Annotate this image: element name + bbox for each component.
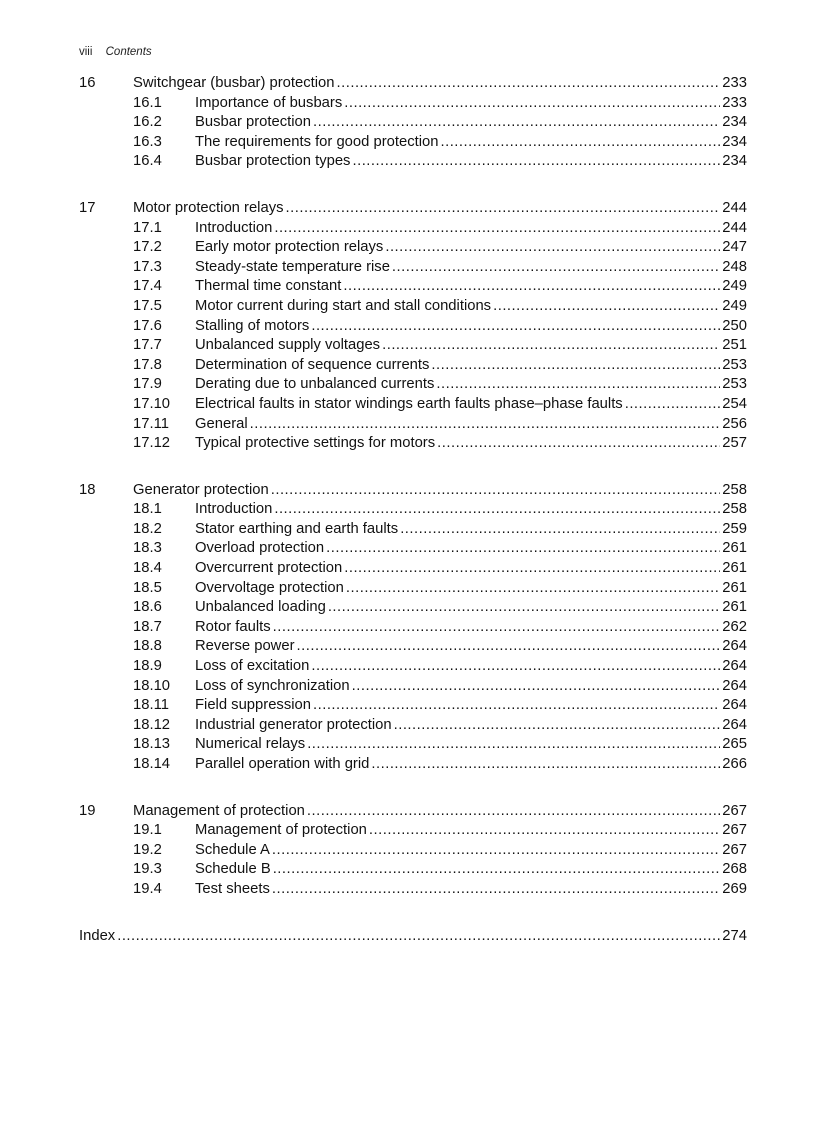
section-number: 18.9 xyxy=(133,658,162,675)
section-title: Introduction xyxy=(195,501,273,518)
dot-leader xyxy=(431,356,720,376)
section-title: Thermal time constant xyxy=(195,278,342,295)
toc-section-entry[interactable] xyxy=(79,317,747,337)
section-number: 17.12 xyxy=(133,435,171,452)
section-page: 268 xyxy=(722,861,747,878)
section-title: Unbalanced supply voltages xyxy=(195,337,381,354)
section-number: 19.1 xyxy=(133,822,162,839)
toc-section-entry[interactable] xyxy=(79,880,747,900)
section-number: 17.4 xyxy=(133,278,162,295)
section-number: 18.3 xyxy=(133,540,162,557)
chapter-title: Management of protection xyxy=(133,802,305,819)
toc-section-entry[interactable] xyxy=(79,152,747,172)
section-title: Determination of sequence currents xyxy=(195,356,430,373)
section-title: Unbalanced loading xyxy=(195,599,326,616)
toc-section-entry[interactable] xyxy=(79,258,747,278)
section-number: 16.4 xyxy=(133,153,162,170)
section-title: General xyxy=(195,415,248,432)
dot-leader xyxy=(307,802,720,822)
dot-leader xyxy=(392,258,720,278)
toc-section-entry[interactable] xyxy=(79,415,747,435)
dot-leader xyxy=(311,657,720,677)
toc-section-entry[interactable] xyxy=(79,336,747,356)
index-title: Index xyxy=(79,927,116,944)
index-page: 274 xyxy=(722,927,747,944)
chapter-title: Switchgear (busbar) protection xyxy=(133,75,335,91)
toc-chapter xyxy=(79,74,747,172)
section-title: Test sheets xyxy=(195,880,270,897)
chapter-number: 19 xyxy=(79,802,96,819)
toc-chapter-entry[interactable] xyxy=(79,481,747,501)
toc-section-entry[interactable] xyxy=(79,579,747,599)
section-page: 261 xyxy=(722,560,747,577)
dot-leader xyxy=(311,317,720,337)
section-title: Busbar protection types xyxy=(195,153,351,170)
dot-leader xyxy=(326,539,720,559)
section-number: 18.13 xyxy=(133,736,171,753)
section-number: 18.12 xyxy=(133,716,171,733)
dot-leader xyxy=(436,375,720,395)
toc-chapter-entry[interactable] xyxy=(79,199,747,219)
section-number: 17.6 xyxy=(133,317,162,334)
dot-leader xyxy=(337,74,721,94)
section-page: 261 xyxy=(722,579,747,596)
section-title: The requirements for good protection xyxy=(195,133,439,150)
toc-chapter-entry[interactable] xyxy=(79,802,747,822)
section-number: 16.2 xyxy=(133,114,162,131)
dot-leader xyxy=(371,755,720,775)
dot-leader xyxy=(352,152,720,172)
dot-leader xyxy=(286,199,721,219)
chapter-number: 18 xyxy=(79,481,96,498)
section-page: 234 xyxy=(722,133,747,150)
chapter-title: Generator protection xyxy=(133,481,269,498)
toc-section-entry[interactable] xyxy=(79,598,747,618)
section-page: 256 xyxy=(722,415,747,432)
section-title: Motor current during start and stall conditions xyxy=(195,297,492,314)
toc-section-entry[interactable] xyxy=(79,618,747,638)
toc-section-entry[interactable] xyxy=(79,559,747,579)
section-page: 234 xyxy=(722,114,747,131)
section-title: Loss of synchronization xyxy=(195,677,350,694)
section-page: 251 xyxy=(722,337,747,354)
section-title: Overload protection xyxy=(195,540,325,557)
toc-section-entry[interactable] xyxy=(79,696,747,716)
section-page: 262 xyxy=(722,618,747,635)
section-number: 18.11 xyxy=(133,697,169,714)
section-page: 254 xyxy=(722,395,747,412)
section-number: 17.10 xyxy=(133,395,171,412)
toc-section-entry[interactable] xyxy=(79,735,747,755)
section-title: Schedule A xyxy=(195,841,270,858)
section-number: 18.2 xyxy=(133,520,162,537)
section-page: 247 xyxy=(722,239,747,256)
dot-leader xyxy=(297,637,721,657)
section-number: 17.7 xyxy=(133,337,162,354)
section-page: 259 xyxy=(722,520,747,537)
toc-chapter xyxy=(79,481,747,775)
dot-leader xyxy=(273,860,721,880)
section-title: Derating due to unbalanced currents xyxy=(195,376,435,393)
section-title: Steady-state temperature rise xyxy=(195,258,390,275)
dot-leader xyxy=(400,520,720,540)
section-title: Importance of busbars xyxy=(195,94,343,111)
running-head xyxy=(79,46,152,58)
section-title: Industrial generator protection xyxy=(195,716,392,733)
section-number: 18.10 xyxy=(133,677,171,694)
toc-section-entry[interactable] xyxy=(79,395,747,415)
dot-leader xyxy=(440,133,720,153)
dot-leader xyxy=(271,481,721,501)
section-title: Stator earthing and earth faults xyxy=(195,520,399,537)
toc-section-entry[interactable] xyxy=(79,860,747,880)
section-title: Field suppression xyxy=(195,697,311,714)
section-number: 19.3 xyxy=(133,861,162,878)
chapter-page: 244 xyxy=(722,199,747,216)
toc-section-entry[interactable] xyxy=(79,520,747,540)
dot-leader xyxy=(394,716,721,736)
section-number: 16.1 xyxy=(133,94,162,111)
dot-leader xyxy=(274,500,720,520)
section-title: Loss of excitation xyxy=(195,658,310,675)
dot-leader xyxy=(272,880,720,900)
toc-section-entry[interactable] xyxy=(79,277,747,297)
chapter-page: 267 xyxy=(722,802,747,819)
toc-section-entry[interactable] xyxy=(79,677,747,697)
section-page: 266 xyxy=(722,756,747,772)
dot-leader xyxy=(343,277,720,297)
chapter-page: 258 xyxy=(722,481,747,498)
section-page: 261 xyxy=(722,540,747,557)
dot-leader xyxy=(274,219,720,239)
toc-index-entry[interactable] xyxy=(79,927,747,947)
section-page: 264 xyxy=(722,716,747,733)
section-page: 267 xyxy=(722,822,747,839)
dot-leader xyxy=(313,113,720,133)
section-title: Reverse power xyxy=(195,638,295,655)
section-number: 16.3 xyxy=(133,133,162,150)
section-title: Rotor faults xyxy=(195,618,271,635)
section-page: 257 xyxy=(722,435,747,452)
section-number: 17.9 xyxy=(133,376,162,393)
toc-chapter xyxy=(79,802,747,900)
dot-leader xyxy=(272,841,720,861)
chapter-title: Motor protection relays xyxy=(133,199,284,216)
dot-leader xyxy=(328,598,720,618)
dot-leader xyxy=(346,579,720,599)
section-page: 261 xyxy=(722,599,747,616)
table-of-contents xyxy=(79,74,747,946)
section-number: 18.8 xyxy=(133,638,162,655)
section-page: 264 xyxy=(722,697,747,714)
section-number: 18.4 xyxy=(133,560,162,577)
dot-leader xyxy=(352,677,721,697)
section-title: Overvoltage protection xyxy=(195,579,344,596)
section-page: 248 xyxy=(722,258,747,275)
section-number: 19.4 xyxy=(133,880,162,897)
section-number: 18.14 xyxy=(133,756,171,772)
section-title: Early motor protection relays xyxy=(195,239,384,256)
toc-section-entry[interactable] xyxy=(79,821,747,841)
section-page: 233 xyxy=(722,94,747,111)
section-title: Stalling of motors xyxy=(195,317,310,334)
dot-leader xyxy=(313,696,720,716)
dot-leader xyxy=(344,94,720,114)
dot-leader xyxy=(307,735,720,755)
toc-section-entry[interactable] xyxy=(79,297,747,317)
section-page: 264 xyxy=(722,638,747,655)
dot-leader xyxy=(273,618,721,638)
dot-leader xyxy=(493,297,720,317)
toc-section-entry[interactable] xyxy=(79,238,747,258)
section-number: 17.1 xyxy=(133,219,162,236)
section-title: Typical protective settings for motors xyxy=(195,435,436,452)
toc-section-entry[interactable] xyxy=(79,113,747,133)
toc-section-entry[interactable] xyxy=(79,94,747,114)
section-page: 249 xyxy=(722,297,747,314)
dot-leader xyxy=(437,434,720,454)
section-number: 17.11 xyxy=(133,415,169,432)
chapter-number: 17 xyxy=(79,199,96,216)
section-page: 234 xyxy=(722,153,747,170)
section-number: 18.1 xyxy=(133,501,162,518)
toc-chapter xyxy=(79,199,747,454)
section-number: 17.3 xyxy=(133,258,162,275)
dot-leader xyxy=(625,395,721,415)
running-head-title: Contents xyxy=(105,46,152,58)
dot-leader xyxy=(369,821,720,841)
section-page: 264 xyxy=(722,677,747,694)
section-page: 244 xyxy=(722,219,747,236)
dot-leader xyxy=(382,336,720,356)
section-title: Overcurrent protection xyxy=(195,560,343,577)
section-page: 269 xyxy=(722,880,747,897)
section-number: 19.2 xyxy=(133,841,162,858)
section-title: Management of protection xyxy=(195,822,367,839)
section-page: 258 xyxy=(722,501,747,518)
toc-section-entry[interactable] xyxy=(79,637,747,657)
section-page: 267 xyxy=(722,841,747,858)
toc-section-entry[interactable] xyxy=(79,657,747,677)
toc-section-entry[interactable] xyxy=(79,539,747,559)
section-title: Schedule B xyxy=(195,861,271,878)
section-number: 18.6 xyxy=(133,599,162,616)
toc-section-entry[interactable] xyxy=(79,716,747,736)
toc-section-entry[interactable] xyxy=(79,375,747,395)
section-title: Numerical relays xyxy=(195,736,306,753)
section-page: 249 xyxy=(722,278,747,295)
section-page: 264 xyxy=(722,658,747,675)
section-number: 17.2 xyxy=(133,239,162,256)
toc-section-entry[interactable] xyxy=(79,133,747,153)
toc-section-entry[interactable] xyxy=(79,841,747,861)
toc-section-entry[interactable] xyxy=(79,356,747,376)
toc-section-entry[interactable] xyxy=(79,434,747,454)
toc-chapter-entry[interactable] xyxy=(79,74,747,94)
section-page: 253 xyxy=(722,356,747,373)
toc-section-entry[interactable] xyxy=(79,219,747,239)
section-title: Parallel operation with grid xyxy=(195,756,370,772)
section-title: Introduction xyxy=(195,219,273,236)
chapter-number: 16 xyxy=(79,75,96,91)
dot-leader xyxy=(385,238,720,258)
section-number: 17.5 xyxy=(133,297,162,314)
section-page: 265 xyxy=(722,736,747,753)
section-number: 18.7 xyxy=(133,618,162,635)
section-page: 253 xyxy=(722,376,747,393)
section-number: 17.8 xyxy=(133,356,162,373)
toc-section-entry[interactable] xyxy=(79,500,747,520)
dot-leader xyxy=(344,559,720,579)
chapter-page: 233 xyxy=(722,75,747,91)
dot-leader xyxy=(250,415,721,435)
dot-leader xyxy=(117,927,720,947)
toc-section-entry[interactable] xyxy=(79,755,747,775)
page-number: viii xyxy=(79,46,93,58)
section-title: Busbar protection xyxy=(195,114,311,131)
section-number: 18.5 xyxy=(133,579,162,596)
section-page: 250 xyxy=(722,317,747,334)
section-title: Electrical faults in stator windings earth faults phase–phase faults xyxy=(195,395,623,412)
